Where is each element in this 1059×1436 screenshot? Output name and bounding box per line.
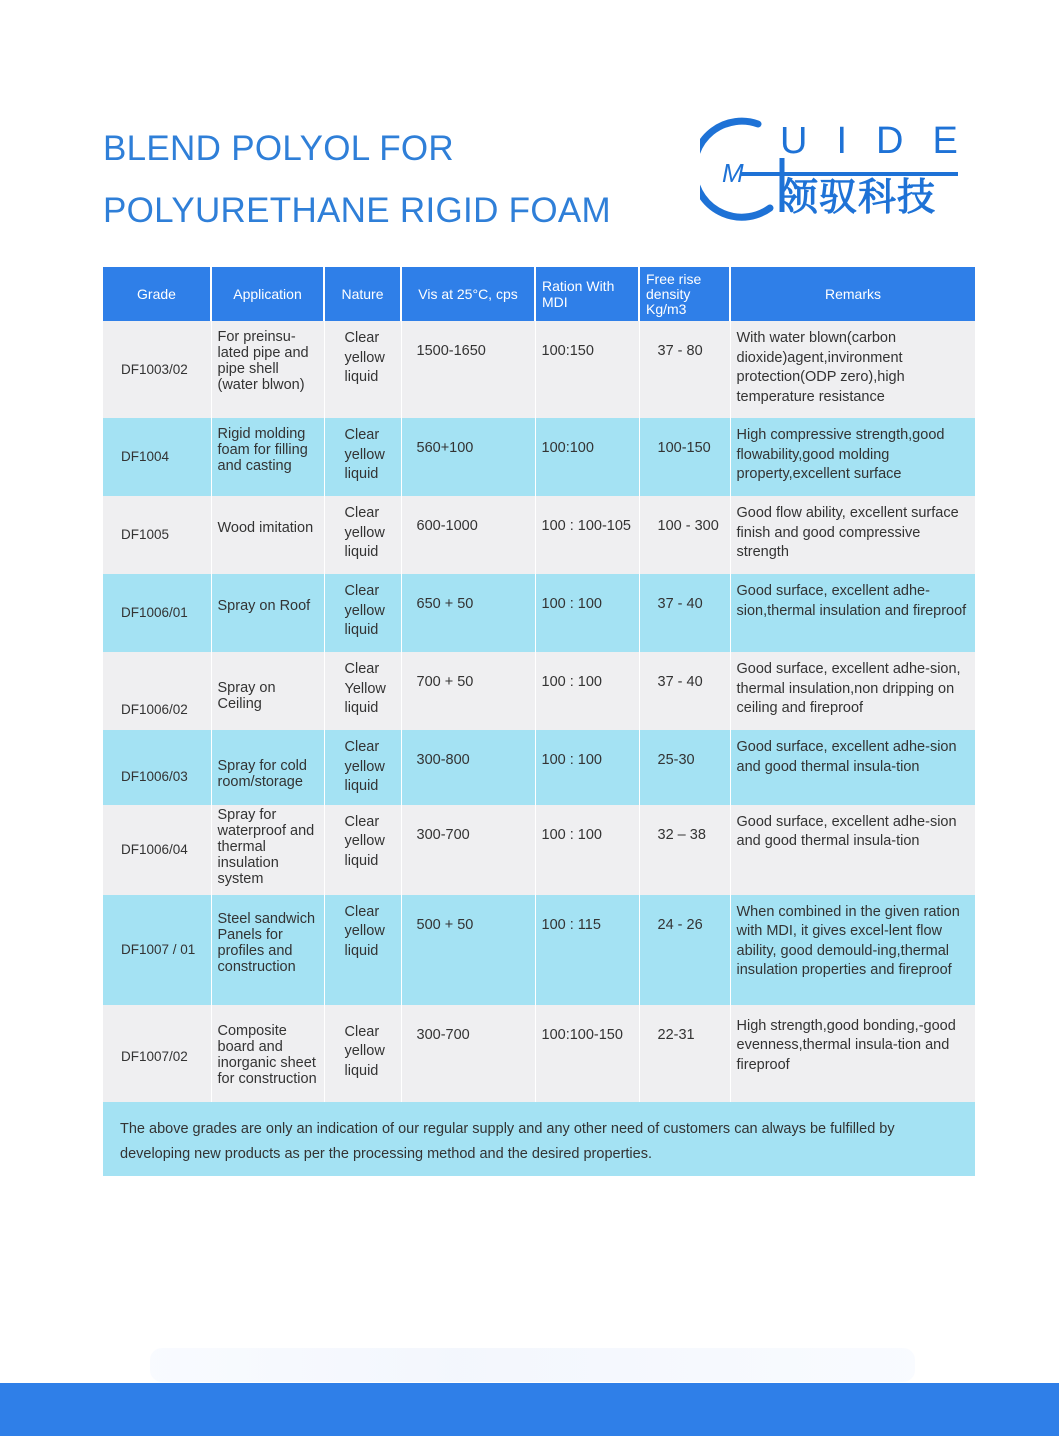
cell-grade: DF1006/03 [103, 730, 211, 805]
product-spec-table [103, 267, 975, 1109]
company-logo [700, 112, 987, 222]
cell-vis: 700 + 50 [401, 652, 535, 730]
footnote: The above grades are only an indication of our regular supply and any other need of customers can always be fulfilled by developing new products as per the processing method and the desired properties. [103, 1102, 975, 1176]
cell-nature: Clear yellow liquid [324, 895, 401, 1005]
logo-letters: UIDE [780, 120, 987, 162]
cell-ratio: 100:100 [535, 418, 639, 496]
cell-remarks: Good surface, excellent adhe-sion, thermal insulation,non dripping on ceiling and fireproof [730, 652, 975, 730]
table-row [103, 895, 975, 1005]
cell-grade: DF1006/02 [103, 652, 211, 730]
table-row [103, 496, 975, 574]
cell-application: Steel sandwich Panels for profiles and construction [211, 895, 324, 1005]
cell-vis: 560+100 [401, 418, 535, 496]
cell-ratio: 100 : 115 [535, 895, 639, 1005]
cell-grade: DF1004 [103, 418, 211, 496]
table-row [103, 1005, 975, 1109]
table-row [103, 730, 975, 805]
cell-ratio: 100:100-150 [535, 1005, 639, 1109]
cell-density: 100-150 [639, 418, 730, 496]
cell-ratio: 100:150 [535, 321, 639, 418]
cell-grade: DF1006/01 [103, 574, 211, 652]
cell-remarks: Good surface, excellent adhe-sion and good thermal insula-tion [730, 805, 975, 895]
table-header-row [103, 267, 975, 321]
cell-nature: Clear yellow liquid [324, 1005, 401, 1109]
cell-grade: DF1003/02 [103, 321, 211, 418]
cell-ratio: 100 : 100 [535, 574, 639, 652]
title-line-1: BLEND POLYOL FOR [103, 129, 455, 168]
cell-density: 37 - 40 [639, 574, 730, 652]
cell-remarks: Good flow ability, excellent surface finish and good compressive strength [730, 496, 975, 574]
cell-remarks: With water blown(carbon dioxide)agent,invironment protection(ODP zero),high temperature resistance [730, 321, 975, 418]
cell-application: Composite board and inorganic sheet for construction [211, 1005, 324, 1109]
cell-remarks: High strength,good bonding,-good evenness,thermal insula-tion and fireproof [730, 1005, 975, 1109]
cell-density: 100 - 300 [639, 496, 730, 574]
cell-density: 37 - 80 [639, 321, 730, 418]
cell-vis: 600-1000 [401, 496, 535, 574]
logo-m-letter: M [722, 158, 744, 188]
header-application: Application [211, 267, 324, 321]
cell-ratio: 100 : 100 [535, 652, 639, 730]
header-ratio: Ration With MDI [535, 267, 639, 321]
cell-ratio: 100 : 100 [535, 730, 639, 805]
cell-grade: DF1005 [103, 496, 211, 574]
cell-nature: Clear yellow liquid [324, 730, 401, 805]
table-row [103, 418, 975, 496]
header-vis: Vis at 25°C, cps [401, 267, 535, 321]
cell-remarks: Good surface, excellent adhe-sion,thermal insulation and fireproof [730, 574, 975, 652]
cell-nature: Clear yellow liquid [324, 418, 401, 496]
cell-application: Spray for cold room/storage [211, 730, 324, 805]
cell-vis: 650 + 50 [401, 574, 535, 652]
cell-grade: DF1006/04 [103, 805, 211, 895]
cell-density: 24 - 26 [639, 895, 730, 1005]
cell-nature: Clear yellow liquid [324, 574, 401, 652]
cell-nature: Clear yellow liquid [324, 321, 401, 418]
title-line-2: POLYURETHANE RIGID FOAM [103, 191, 611, 230]
table-row [103, 321, 975, 418]
cell-vis: 300-700 [401, 805, 535, 895]
blurred-strip [150, 1348, 915, 1382]
header-remarks: Remarks [730, 267, 975, 321]
cell-application: For preinsu-lated pipe and pipe shell (water blwon) [211, 321, 324, 418]
cell-remarks: Good surface, excellent adhe-sion and good thermal insula-tion [730, 730, 975, 805]
logo-chinese-name: 领驭科技 [780, 177, 937, 219]
cell-ratio: 100 : 100-105 [535, 496, 639, 574]
cell-vis: 1500-1650 [401, 321, 535, 418]
table-row [103, 574, 975, 652]
cell-nature: Clear yellow liquid [324, 496, 401, 574]
cell-vis: 300-700 [401, 1005, 535, 1109]
cell-density: 25-30 [639, 730, 730, 805]
cell-application: Spray on Ceiling [211, 652, 324, 730]
cell-application: Wood imitation [211, 496, 324, 574]
page-title [103, 118, 611, 242]
cell-grade: DF1007/02 [103, 1005, 211, 1109]
cell-nature: Clear Yellow liquid [324, 652, 401, 730]
cell-vis: 500 + 50 [401, 895, 535, 1005]
cell-density: 32 – 38 [639, 805, 730, 895]
cell-remarks: High compressive strength,good flowability,good molding property,excellent surface [730, 418, 975, 496]
cell-remarks: When combined in the given ration with MDI, it gives excel-lent flow ability, good demould-ing,thermal insulation properties and fireproof [730, 895, 975, 1005]
bottom-bar [0, 1383, 1059, 1436]
cell-density: 37 - 40 [639, 652, 730, 730]
cell-ratio: 100 : 100 [535, 805, 639, 895]
cell-application: Rigid molding foam for filling and casting [211, 418, 324, 496]
cell-grade: DF1007 / 01 [103, 895, 211, 1005]
cell-application: Spray on Roof [211, 574, 324, 652]
table-row [103, 652, 975, 730]
cell-vis: 300-800 [401, 730, 535, 805]
table-row [103, 805, 975, 895]
cell-application: Spray for waterproof and thermal insulation system [211, 805, 324, 895]
header-grade: Grade [103, 267, 211, 321]
header-density: Free rise density Kg/m3 [639, 267, 730, 321]
header-nature: Nature [324, 267, 401, 321]
cell-nature: Clear yellow liquid [324, 805, 401, 895]
cell-density: 22-31 [639, 1005, 730, 1109]
